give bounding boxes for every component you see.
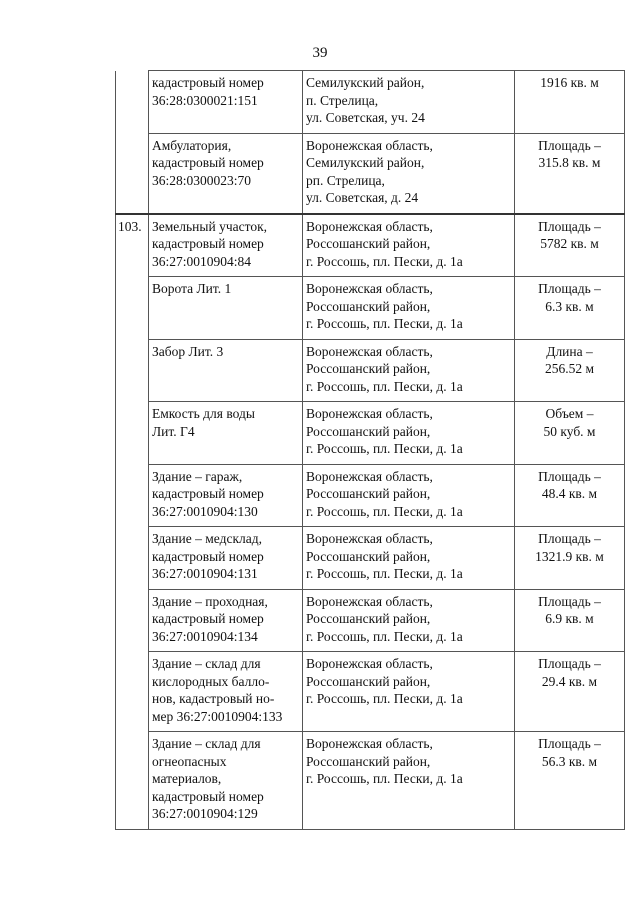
cell-text-line: 50 куб. м [543,423,596,439]
table-row [116,527,625,590]
cell-text-line: 48.4 кв. м [541,486,598,501]
row-number-cell: 103. [116,214,149,277]
cell-text-line: 36:28:0300023:70 [152,172,252,188]
cell-text-line: Семилукский район, [306,75,425,90]
cell-text-line: Здание – медсклад, [152,531,262,546]
cell-text-line: Воронежская область, [306,531,433,546]
cell-text-line: п. Стрелица, [306,92,379,108]
object-name-cell [149,339,303,402]
cell-text-line: 36:27:0010904:130 [152,503,258,519]
object-name-cell [149,133,303,214]
size-cell [515,71,625,134]
cell-text-line: кадастровый номер [152,75,264,90]
cell-text-line: Амбулатория, [152,137,232,153]
page-number: 39 [312,45,328,61]
cell-text-line: кадастровый номер [152,611,264,626]
cell-text-line: Забор Лит. 3 [152,343,224,359]
property-table-body [116,71,625,830]
cell-text-line: ул. Советская, уч. 24 [306,110,425,125]
address-cell [303,277,515,340]
table-row [116,214,625,277]
cell-text-line: г. Россошь, пл. Пески, д. 1а [306,503,463,519]
cell-text-line: 56.3 кв. м [541,753,598,769]
size-cell [515,589,625,652]
cell-text-line: Россошанский район, [306,486,431,501]
table-row [116,652,625,732]
row-number-cell [116,527,149,590]
address-cell [303,589,515,652]
cell-text-line: кадастровый номер [152,548,264,564]
row-number-cell [116,133,149,214]
object-name-cell [149,71,303,134]
cell-text-line: г. Россошь, пл. Пески, д. 1а [306,691,463,706]
address-cell [303,652,515,732]
cell-text-line: кадастровый номер [152,788,264,804]
cell-text-line: Россошанский район, [306,298,431,314]
size-cell [515,133,625,214]
cell-text-line: 315.8 кв. м [538,155,601,170]
cell-text-line: кадастровый номер [152,486,264,501]
cell-text-line: Площадь – [538,218,601,234]
cell-text-line: Воронежская область, [306,656,433,671]
table-row [116,402,625,465]
cell-text-line: кислородных балло- [152,673,270,689]
cell-text-line: Площадь – [538,468,601,484]
object-name-cell [149,652,303,732]
address-cell [303,402,515,465]
cell-text-line: огнеопасных [152,753,227,769]
size-cell [515,527,625,590]
cell-text-line: рп. Стрелица, [306,172,385,188]
cell-text-line: Лит. Г4 [152,423,195,439]
cell-text-line: ул. Советская, д. 24 [306,190,419,205]
cell-text-line: 256.52 м [544,361,595,376]
object-name-cell [149,589,303,652]
cell-text-line: Площадь – [538,593,601,609]
cell-text-line: Объем – [545,406,594,421]
cell-text-line: материалов, [152,771,222,786]
row-number-cell [116,277,149,340]
cell-text-line: Здание – гараж, [152,468,243,484]
cell-text-line: Ворота Лит. 1 [152,281,232,296]
cell-text-line: 29.4 кв. м [541,673,598,689]
cell-text-line: Россошанский район, [306,361,431,376]
cell-text-line: Воронежская область, [306,593,433,609]
cell-text-line: г. Россошь, пл. Пески, д. 1а [306,378,463,394]
object-name-cell [149,277,303,340]
cell-text-line: Площадь – [538,736,601,751]
address-cell [303,464,515,527]
cell-text-line: Здание – проходная, [152,593,268,609]
cell-text-line: Здание – склад для [152,656,261,671]
cell-text-line: Воронежская область, [306,468,433,484]
table-row [116,71,625,134]
cell-text-line: 36:27:0010904:84 [152,253,252,269]
address-cell [303,214,515,277]
table-row [116,339,625,402]
cell-text-line: 1916 кв. м [540,75,599,90]
row-number-cell [116,464,149,527]
object-name-cell [149,732,303,830]
row-number-cell [116,732,149,830]
cell-text-line: г. Россошь, пл. Пески, д. 1а [306,441,463,456]
cell-text-line: 6.9 кв. м [545,611,594,626]
cell-text-line: г. Россошь, пл. Пески, д. 1а [306,771,463,786]
cell-text-line: Воронежская область, [306,406,433,421]
cell-text-line: 36:27:0010904:134 [152,628,258,644]
cell-text-line: Здание – склад для [152,736,261,751]
cell-text-line: Семилукский район, [306,155,425,170]
object-name-cell [149,402,303,465]
cell-text-line: г. Россошь, пл. Пески, д. 1а [306,628,463,644]
size-cell [515,277,625,340]
cell-text-line: г. Россошь, пл. Пески, д. 1а [306,316,463,331]
cell-text-line: г. Россошь, пл. Пески, д. 1а [306,566,463,581]
cell-text-line: Воронежская область, [306,736,433,751]
size-cell [515,732,625,830]
address-cell [303,71,515,134]
size-cell [515,339,625,402]
property-table [115,70,625,830]
cell-text-line: Площадь – [538,137,601,153]
cell-text-line: Площадь – [538,281,601,296]
cell-text-line: Воронежская область, [306,281,433,296]
cell-text-line: Россошанский район, [306,611,431,626]
row-number-cell [116,589,149,652]
address-cell [303,339,515,402]
table-row [116,277,625,340]
cell-text-line: 1321.9 кв. м [535,548,604,564]
object-name-cell [149,214,303,277]
cell-text-line: 36:27:0010904:131 [152,566,258,581]
cell-text-line: 36:27:0010904:129 [152,806,258,821]
cell-text-line: Земельный участок, [152,218,268,234]
size-cell [515,652,625,732]
table-row [116,464,625,527]
row-number-cell [116,402,149,465]
cell-text-line: Россошанский район, [306,423,431,439]
cell-text-line: Россошанский район, [306,753,431,769]
cell-text-line: Россошанский район, [306,236,431,251]
cell-text-line: Емкость для воды [152,406,255,421]
cell-text-line: г. Россошь, пл. Пески, д. 1а [306,253,463,269]
address-cell [303,527,515,590]
cell-text-line: нов, кадастровый но- [152,691,275,706]
cell-text-line: Россошанский район, [306,548,431,564]
size-cell [515,464,625,527]
cell-text-line: кадастровый номер [152,155,264,170]
cell-text-line: Площадь – [538,656,601,671]
cell-text-line: мер 36:27:0010904:133 [152,708,283,724]
object-name-cell [149,464,303,527]
cell-text-line: 6.3 кв. м [545,298,594,314]
cell-text-line: кадастровый номер [152,236,264,251]
cell-text-line: 36:28:0300021:151 [152,92,258,108]
row-number-cell [116,71,149,134]
cell-text-line: Площадь – [538,531,601,546]
cell-text-line: Воронежская область, [306,343,433,359]
size-cell [515,214,625,277]
row-number-cell [116,652,149,732]
address-cell [303,732,515,830]
cell-text-line: 5782 кв. м [540,236,599,251]
table-row [116,589,625,652]
cell-text-line: Воронежская область, [306,137,433,153]
row-number-cell [116,339,149,402]
object-name-cell [149,527,303,590]
cell-text-line: Длина – [546,343,593,359]
size-cell [515,402,625,465]
cell-text-line: Россошанский район, [306,673,431,689]
cell-text-line: Воронежская область, [306,218,433,234]
address-cell [303,133,515,214]
table-row [116,133,625,214]
table-row [116,732,625,830]
